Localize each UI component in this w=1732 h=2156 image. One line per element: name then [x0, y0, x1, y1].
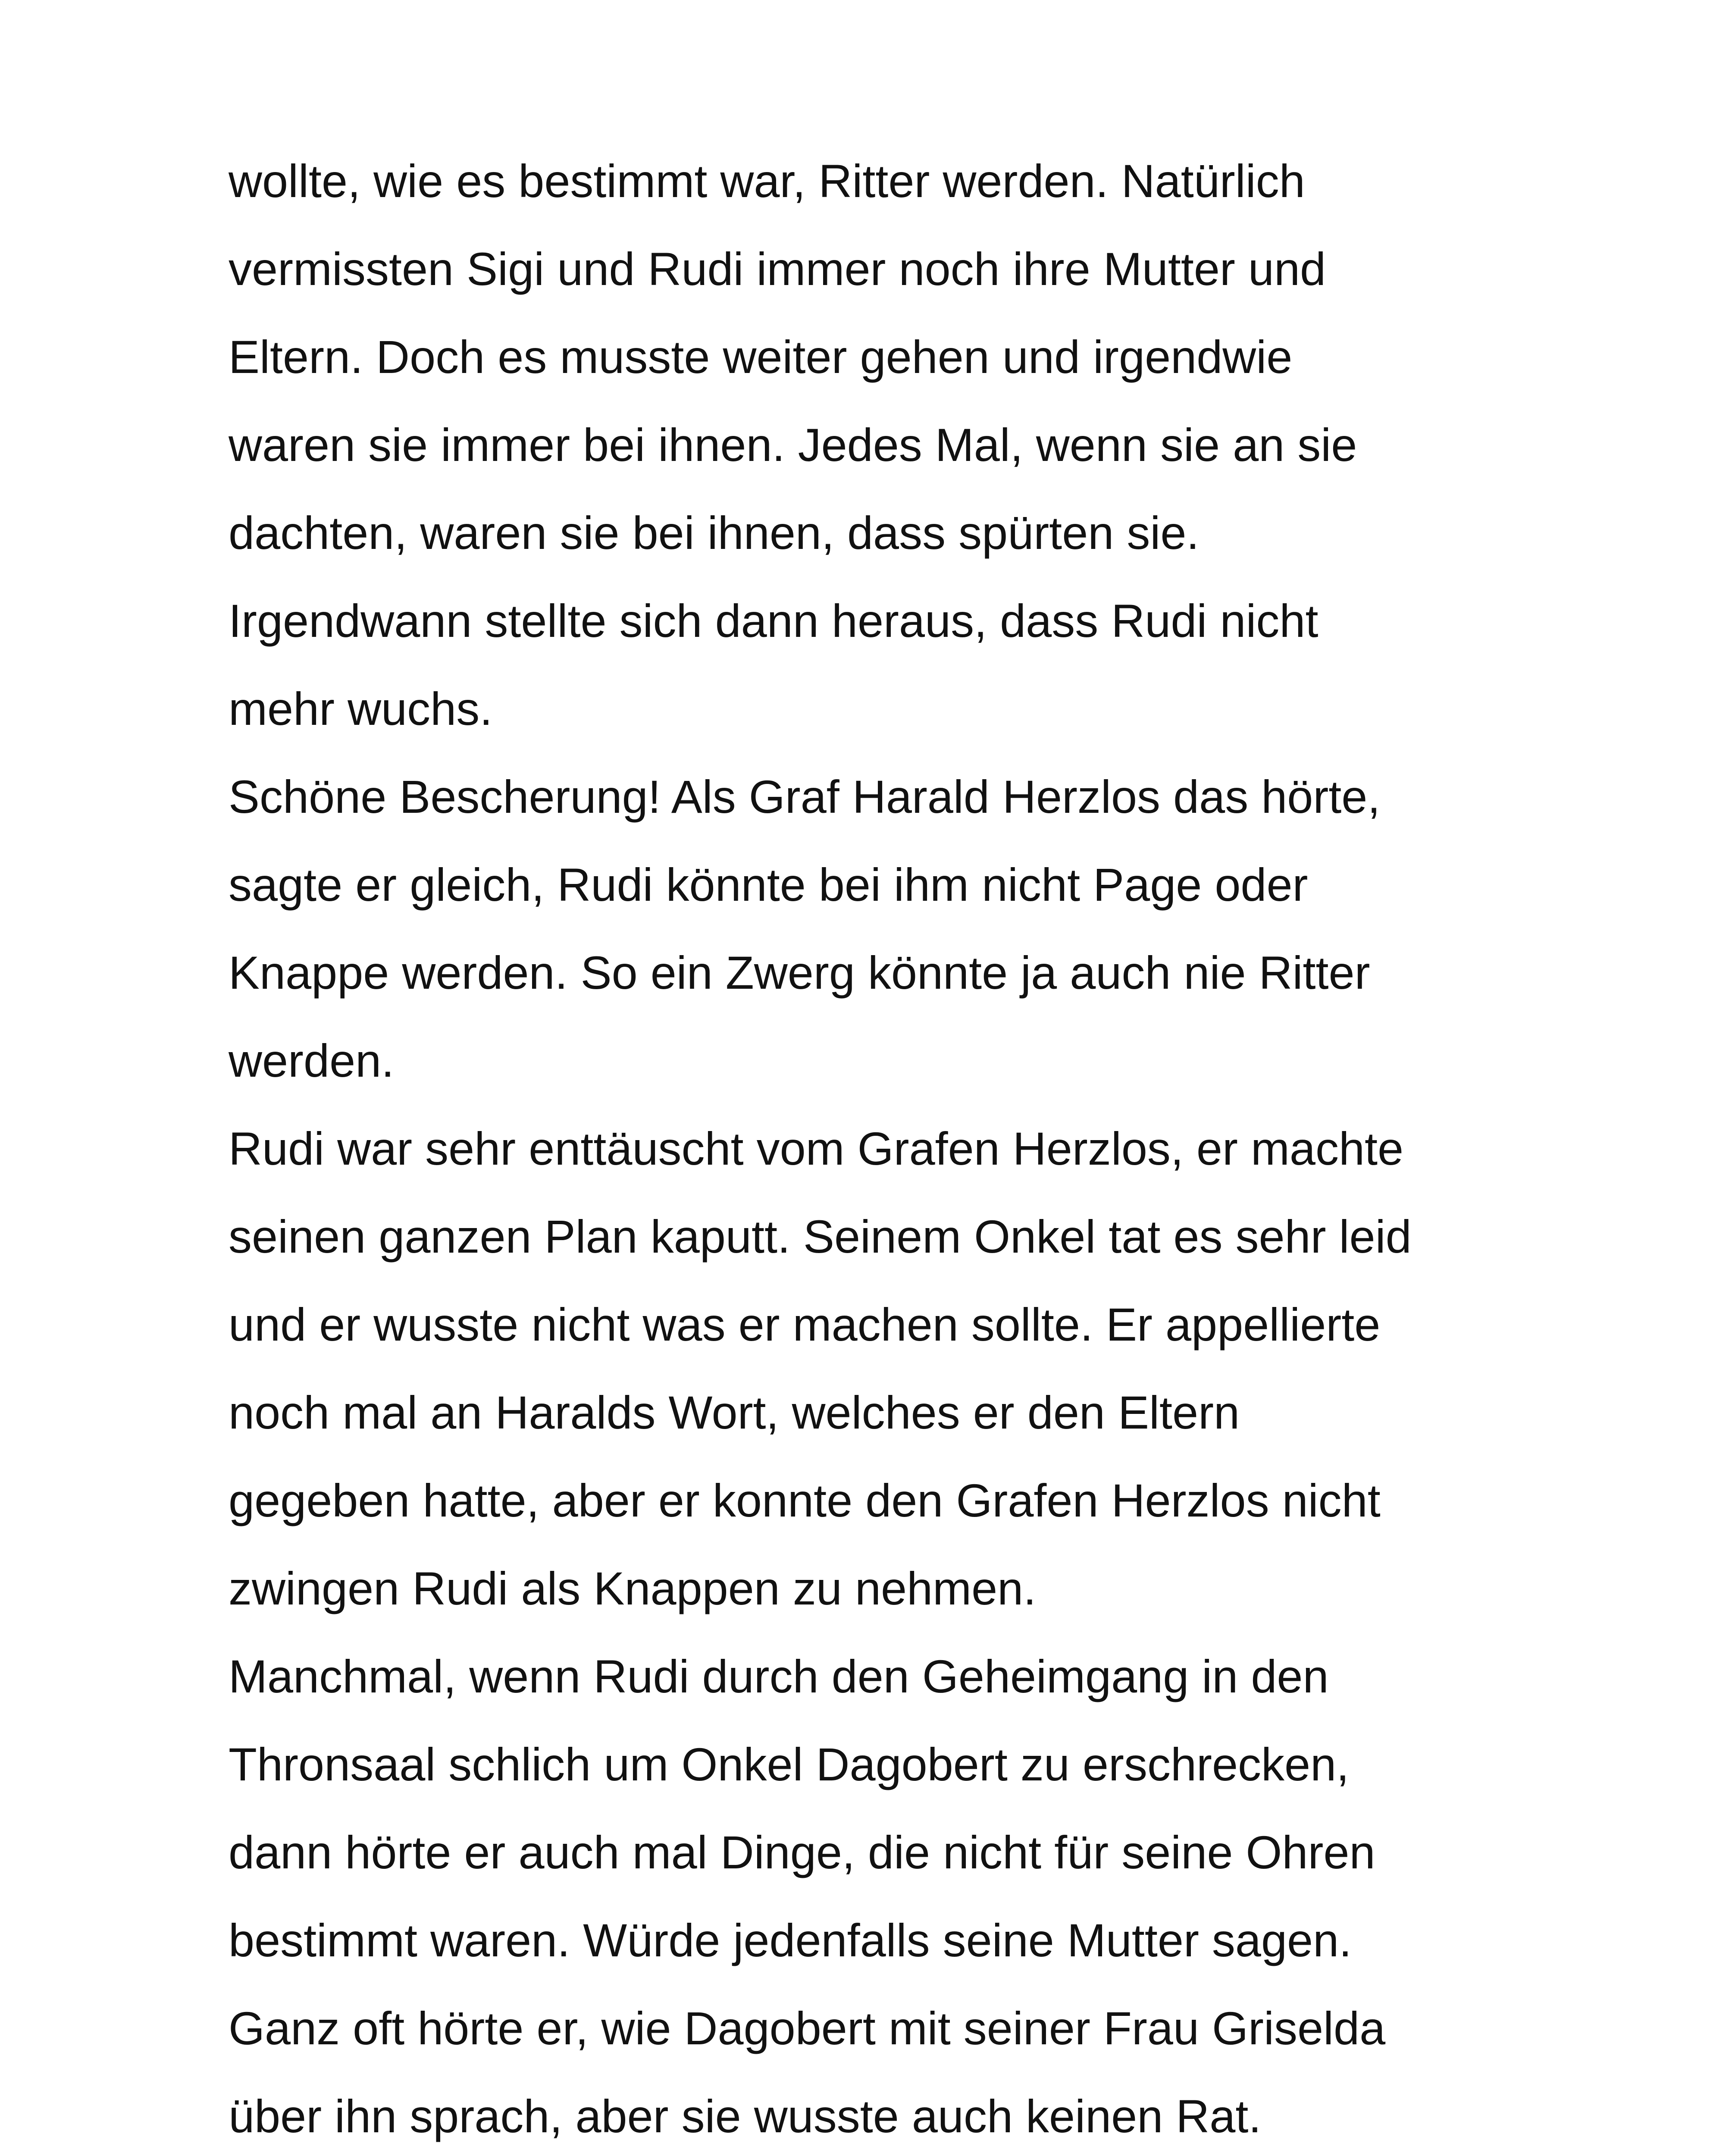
- text-line: mehr wuchs.: [229, 683, 493, 735]
- text-line: Ganz oft hörte er, wie Dagobert mit seiner Frau Griselda: [229, 2002, 1386, 2054]
- text-line: vermissten Sigi und Rudi immer noch ihre Mutter und: [229, 243, 1326, 295]
- text-line: waren sie immer bei ihnen. Jedes Mal, wenn sie an sie: [229, 419, 1357, 471]
- text-line: wollte, wie es bestimmt war, Ritter werden. Natürlich: [229, 155, 1305, 207]
- text-line: über ihn sprach, aber sie wusste auch keinen Rat.: [229, 2090, 1262, 2142]
- text-line: Rudi war sehr enttäuscht vom Grafen Herzlos, er machte: [229, 1122, 1404, 1175]
- text-line: seinen ganzen Plan kaputt. Seinem Onkel tat es sehr leid: [229, 1210, 1412, 1263]
- text-line: Schöne Bescherung! Als Graf Harald Herzlos das hörte,: [229, 771, 1381, 823]
- text-line: bestimmt waren. Würde jedenfalls seine Mutter sagen.: [229, 1914, 1352, 1966]
- text-line: Irgendwann stellte sich dann heraus, dass Rudi nicht: [229, 595, 1319, 647]
- text-line: werden.: [229, 1034, 395, 1087]
- body-text: [229, 137, 1565, 2156]
- text-line: Knappe werden. So ein Zwerg könnte ja auch nie Ritter: [229, 946, 1370, 999]
- text-line: dachten, waren sie bei ihnen, dass spürten sie.: [229, 507, 1200, 559]
- text-line: zwingen Rudi als Knappen zu nehmen.: [229, 1562, 1037, 1614]
- text-line: gegeben hatte, aber er konnte den Grafen Herzlos nicht: [229, 1474, 1381, 1526]
- text-line: dann hörte er auch mal Dinge, die nicht für seine Ohren: [229, 1826, 1375, 1878]
- text-line: Eltern. Doch es musste weiter gehen und irgendwie: [229, 331, 1293, 383]
- text-line: Manchmal, wenn Rudi durch den Geheimgang in den: [229, 1650, 1329, 1702]
- text-line: noch mal an Haralds Wort, welches er den Eltern: [229, 1386, 1240, 1438]
- text-line: und er wusste nicht was er machen sollte. Er appellierte: [229, 1298, 1381, 1351]
- text-line: Thronsaal schlich um Onkel Dagobert zu erschrecken,: [229, 1738, 1350, 1790]
- text-line: sagte er gleich, Rudi könnte bei ihm nicht Page oder: [229, 859, 1308, 911]
